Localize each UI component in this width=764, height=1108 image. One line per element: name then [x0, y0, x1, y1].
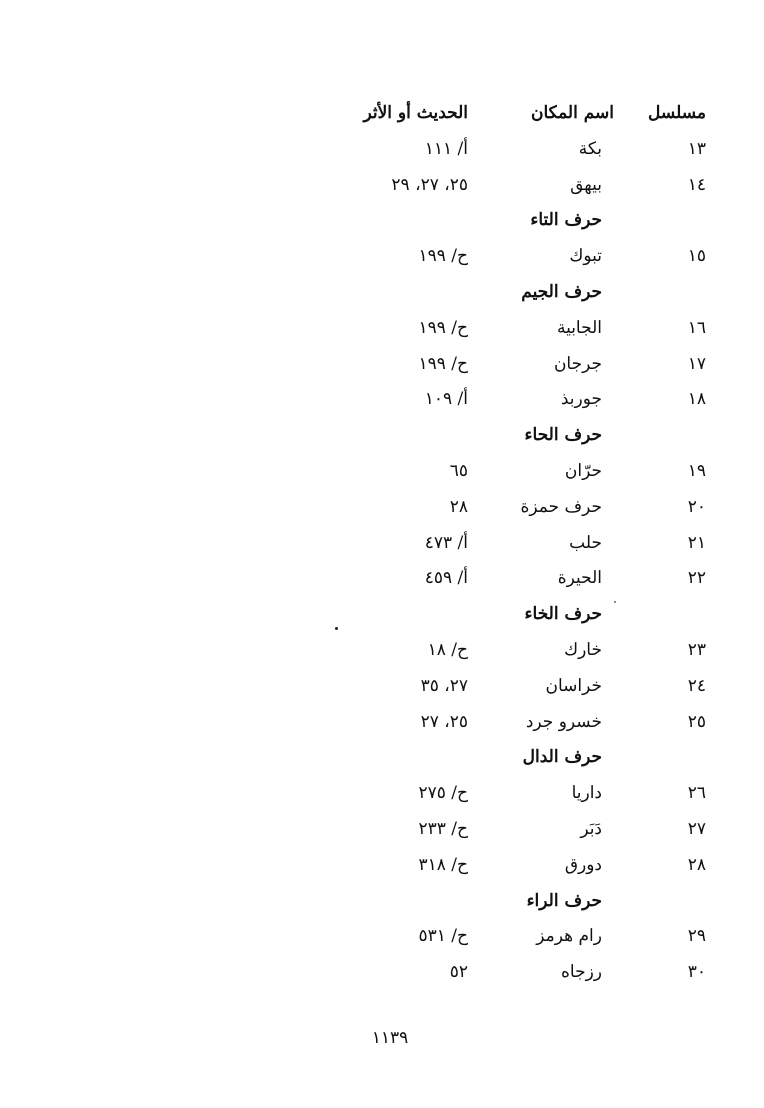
section-heading: حرف الخاء — [524, 604, 602, 625]
place-name: حلب — [569, 532, 602, 553]
hadith-reference: ٢٥، ٢٧، ٢٩ — [391, 174, 468, 195]
place-name: خراسان — [545, 675, 602, 696]
table-row — [356, 526, 706, 562]
table-row — [356, 168, 706, 204]
table-row — [356, 132, 706, 168]
section-heading: حرف الجيم — [521, 281, 602, 302]
section-heading: حرف التاء — [530, 210, 602, 231]
place-name: خارك — [564, 639, 602, 660]
serial-number: ٢١ — [687, 532, 706, 553]
table-row — [356, 347, 706, 383]
table-row — [356, 239, 706, 275]
place-name: رزجاه — [560, 962, 602, 983]
table-row — [356, 919, 706, 955]
serial-number: ٢٩ — [687, 926, 706, 947]
scan-speck — [335, 627, 338, 630]
table-row — [356, 382, 706, 418]
table-row — [356, 490, 706, 526]
serial-number: ٢٢ — [687, 568, 706, 589]
section-heading: حرف الراء — [526, 890, 602, 911]
place-name: داريا — [571, 783, 602, 804]
section-heading-row — [356, 884, 706, 920]
section-heading: حرف الدال — [522, 747, 602, 768]
section-heading-row — [356, 203, 706, 239]
table-row — [356, 848, 706, 884]
hadith-reference: ح/ ١٩٩ — [418, 317, 468, 338]
hadith-reference: أ/ ١٠٩ — [424, 389, 468, 410]
serial-number: ١٥ — [687, 246, 706, 267]
section-heading-row — [356, 740, 706, 776]
hadith-reference: ح/ ١٨ — [427, 639, 468, 660]
serial-number: ٢٨ — [687, 854, 706, 875]
place-name: دورق — [564, 854, 602, 875]
place-name: حرف حمزة — [520, 496, 602, 517]
serial-number: ١٦ — [687, 317, 706, 338]
hadith-reference: أ/ ١١١ — [424, 138, 468, 159]
place-name: حرّان — [564, 460, 602, 481]
hadith-reference: ح/ ١٩٩ — [418, 246, 468, 267]
hadith-reference: ح/ ٢٧٥ — [418, 783, 468, 804]
serial-number: ٢٠ — [687, 496, 706, 517]
serial-number: ٢٥ — [687, 711, 706, 732]
section-heading-row — [356, 597, 706, 633]
hadith-reference: ٦٥ — [449, 460, 468, 481]
table-row — [356, 705, 706, 741]
hadith-reference: ٢٧، ٣٥ — [420, 675, 468, 696]
table-row — [356, 776, 706, 812]
places-index-table — [356, 96, 706, 991]
table-row — [356, 812, 706, 848]
table-row — [356, 454, 706, 490]
serial-number: ٢٧ — [687, 818, 706, 839]
place-name: دَبَر — [580, 818, 602, 839]
hadith-reference: ح/ ٣١٨ — [418, 854, 468, 875]
place-name: الحيرة — [557, 568, 602, 589]
hadith-reference: ح/ ٥٣١ — [418, 926, 468, 947]
place-name: خسرو جرد — [525, 711, 602, 732]
place-name: بكة — [578, 138, 602, 159]
table-body — [356, 132, 706, 991]
table-row — [356, 311, 706, 347]
hadith-reference: ٥٢ — [449, 962, 468, 983]
serial-number: ٣٠ — [687, 962, 706, 983]
serial-number: ١٨ — [687, 389, 706, 410]
place-name: بيهق — [570, 174, 602, 195]
hadith-reference: أ/ ٤٧٣ — [424, 532, 468, 553]
serial-number: ٢٤ — [687, 675, 706, 696]
header-hadith-reference: الحديث أو الأثر — [363, 103, 468, 123]
hadith-reference: ح/ ١٩٩ — [418, 353, 468, 374]
table-row — [356, 669, 706, 705]
table-header — [356, 96, 706, 132]
serial-number: ١٩ — [687, 460, 706, 481]
place-name: رام هرمز — [536, 926, 602, 947]
section-heading: حرف الحاء — [524, 425, 602, 446]
hadith-reference: ٢٨ — [449, 496, 468, 517]
table-row — [356, 633, 706, 669]
place-name: تبوك — [569, 246, 602, 267]
table-row — [356, 561, 706, 597]
serial-number: ١٣ — [687, 138, 706, 159]
serial-number: ١٤ — [687, 174, 706, 195]
hadith-reference: أ/ ٤٥٩ — [424, 568, 468, 589]
table-row — [356, 955, 706, 991]
serial-number: ١٧ — [687, 353, 706, 374]
serial-number: ٢٣ — [687, 639, 706, 660]
place-name: الجابية — [556, 317, 602, 338]
place-name: جوربذ — [560, 389, 602, 410]
section-heading-row — [356, 418, 706, 454]
section-heading-row — [356, 275, 706, 311]
scan-speck — [614, 601, 616, 603]
hadith-reference: ح/ ٢٣٣ — [418, 818, 468, 839]
place-name: جرجان — [553, 353, 602, 374]
serial-number: ٢٦ — [687, 783, 706, 804]
page-number: ١١٣٩ — [371, 1028, 409, 1048]
hadith-reference: ٢٥، ٢٧ — [420, 711, 468, 732]
header-serial: مسلسل — [648, 103, 706, 123]
header-place-name: اسم المكان — [531, 103, 614, 123]
